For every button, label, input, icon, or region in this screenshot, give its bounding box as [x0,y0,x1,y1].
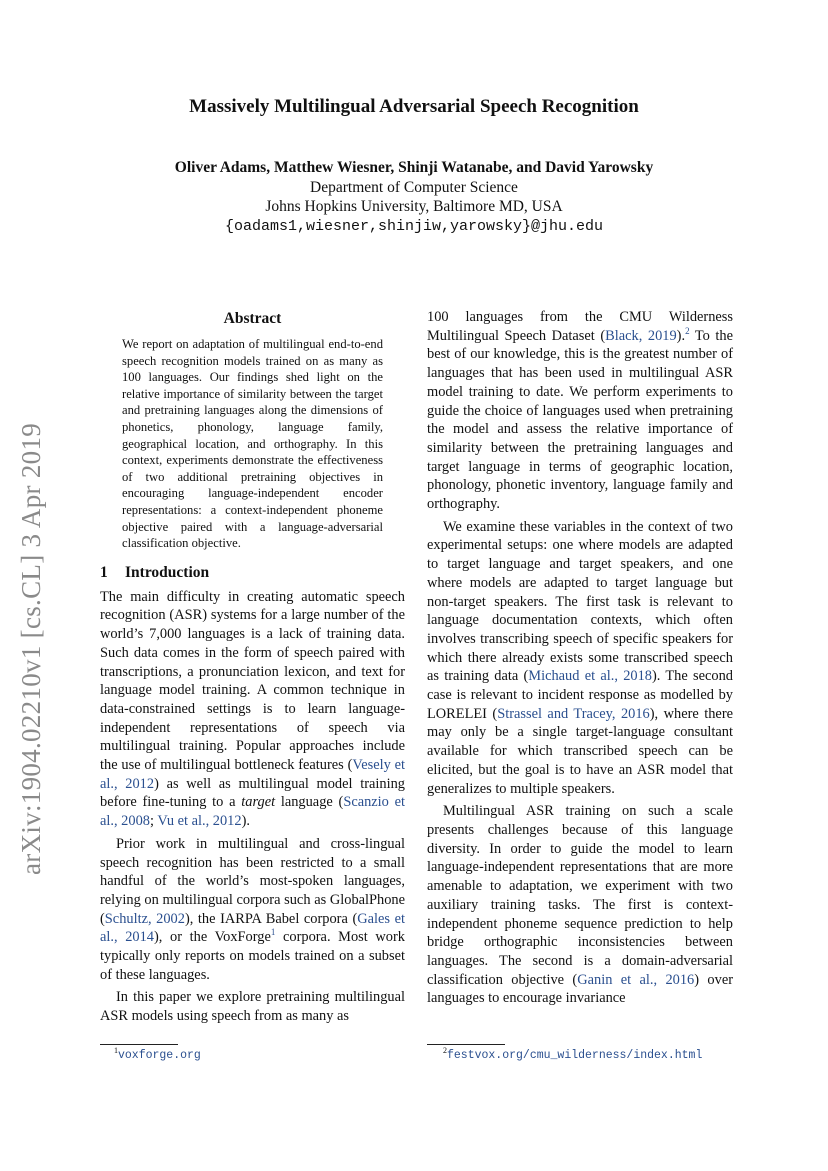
footnote-marker[interactable]: 2 [685,325,690,336]
section-number: 1 [100,563,108,581]
citation-link[interactable]: Vu et al., 2012 [157,813,242,830]
abstract-heading: Abstract [223,310,282,327]
citation-link[interactable]: Strassel and Tracey, 2016 [497,705,650,722]
citation-link[interactable]: Michaud et al., 2018 [528,668,652,685]
left-column [100,308,405,1026]
author-names: Oliver Adams, Matthew Wiesner, Shinji Watanabe, and David Yarowsky [174,159,654,176]
citation-link[interactable]: Schultz, 2002 [104,910,185,927]
right-paragraph-1: 100 languages from the CMU Wilderness Multilingual Speech Dataset (Black, 2019).$^2$ To the best of our knowledge, this is the greatest number of languages that has been used in multilingual ASR model training to date. We perform experiments to guide the choice of languages used when pretraining the model and assess the relative importance of similarity between the pretraining languages and target language in terms of geographic location, phonology, phonetic inventory, language family and orthography. [427,309,733,513]
intro-paragraph-2: Prior work in multilingual and cross-lingual speech recognition has been restricted to a small handful of the world’s most-spoken languages, relying on multilingual corpora such as GlobalPhone (Schultz, 2002), the IARPA Babel corpora (Gales et al., 2014), or the VoxForge$^1$ corpora. Most work typically only reports on models trained on a subset of these languages. [100,835,405,983]
university: Johns Hopkins University, Baltimore MD, USA [265,198,563,215]
footnote-rule-left [100,1044,178,1045]
intro-paragraph-1: The main difficulty in creating automatic speech recognition (ASR) systems for a large number of the world’s 7,000 languages is a lack of training data. Such data comes in the form of speech paired with transcriptions, a pronunciation lexicon, and text for language model training. A common technique in data-constrained settings is to learn language-independent representations of speech via multilingual training. Popular approaches include the use of multilingual bottleneck features (Vesely et al., 2012) as well as multilingual model training before fine-tuning to a target language (Scanzio et al., 2008; Vu et al., 2012). [100,588,405,830]
paper-title: Massively Multilingual Adversarial Speech Recognition [189,96,639,117]
intro-paragraph-3: In this paper we explore pretraining multilingual ASR models using speech from as many as [100,989,405,1025]
department: Department of Computer Science [310,178,518,196]
citation-link[interactable]: Vesely et al., 2012 [100,757,405,792]
footnote-link[interactable]: voxforge.org [118,1049,201,1062]
citation-link[interactable]: Ganin et al., 2016 [577,971,695,988]
right-paragraph-2: We examine these variables in the context of two experimental setups: one where models are adapted to target language and target speakers, and one where models are adapted to target language but non-target speakers. The first task is relevant to language documentation contexts, which often involves transcribing speech of specific speakers for which there already exists some transcribed speech as training data (Michaud et al., 2018). The second case is relevant to incident response as modelled by LORELEI (Strassel and Tracey, 2016), where there may only be a single target-language consultant available for which transcribed speech can be elicited, but the goal is to have an ASR model that generalizes to multiple speakers. [427,518,733,797]
citation-link[interactable]: Scanzio et al., 2008 [100,794,405,830]
abstract-text: We report on adaptation of multilingual end-to-end speech recognition models trained on as many as 100 languages. Our findings shed light on the relative importance of similarity between the target and pretraining languages along the dimensions of phonetics, phonology, language family, geographical location, and orthography. In this context, experiments demonstrate the effectiveness of two additional pretraining objectives in encouraging language-independent encoder representations: a context-independent phoneme objective paired with a language-adversarial classification objective. [122,337,383,551]
citation-link[interactable]: Black, 2019 [605,327,677,344]
footnote-link[interactable]: festvox.org/cmu_wilderness/index.html [447,1049,703,1062]
section-heading-introduction [100,564,405,582]
author-emails: {oadams1,wiesner,shinjiw,yarowsky}@jhu.edu [224,217,604,235]
right-column [427,308,733,1008]
citation-link[interactable]: Gales et al., 2014 [100,910,405,946]
footnote-1: $^1$voxforge.org [114,1046,201,1062]
arxiv-stamp: arXiv:1904.02210v1 [cs.CL] 3 Apr 2019 [16,422,46,875]
footnote-2: $^2$festvox.org/cmu_wilderness/index.html [443,1046,703,1062]
author-block [0,158,828,236]
section-title: Introduction [125,563,210,581]
footnote-rule-right [427,1044,505,1045]
footnote-marker[interactable]: 1 [270,927,276,938]
right-paragraph-3: Multilingual ASR training on such a scale presents challenges because of this language diversity. In order to guide the model to learn language-independent representations that are more amenable to adaptation, we experiment with two auxiliary training tasks. The first is context-independent phoneme sequence prediction to help bridge orthographic inconsistencies between languages. The second is a domain-adversarial classification objective (Ganin et al., 2016) over languages to encourage invariance [427,803,734,1007]
